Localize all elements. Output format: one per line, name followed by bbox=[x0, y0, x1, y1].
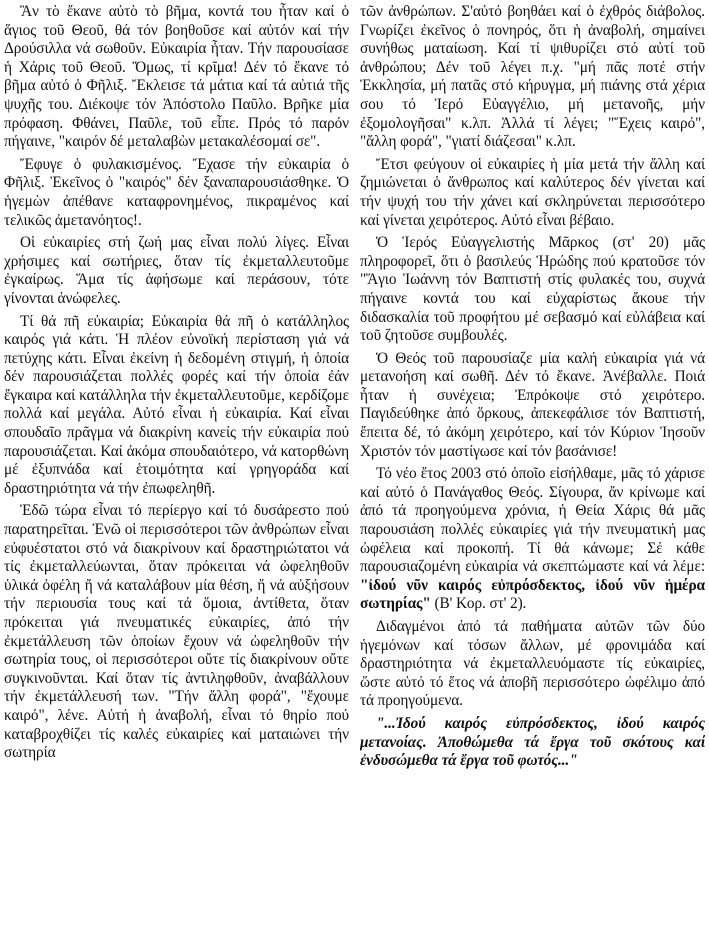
paragraph-felix-lost: Ἔφυγε ὁ φυλακισμένος. Ἔχασε τήν εὐκαιρία ὁ Φῆλιξ. Ἐκεῖνος ὁ "καιρός" δέν ξαναπαρουσιάσθηκε. Ὁ ἡγεμὼν ἀπέθανε καταφρονημένος, πικραμένος καί τελικῶς ἀμετανόητος!. bbox=[4, 155, 349, 229]
paragraph-herod-postponed: Ὁ Θεός τοῦ παρουσίαζε μία καλή εὐκαιρία γιά νά μετανοήση καί σωθῆ. Δέν τό ἔκανε. Ἀνέβαλλε. Ποιά ἦταν ἡ συνέχεια; Ἐπρόκοψε στό χειρότερο. Παγιδεύθηκε ἀπό ὅρκους, ἀπεκεφάλισε τόν Βαπτιστή, ἔπειτα δέ, τό ἀκόμη χειρότερο, καί τόν Κύριον Ἰησοῦν Χριστόν τόν μαστίγωσε καί τόν βασάνισε! bbox=[360, 349, 705, 460]
paragraph-felix-opportunity: Ἂν τὸ ἔκανε αὐτὸ τὸ βῆμα, κοντά του ἦταν καί ὁ ἅγιος τοῦ Θεοῦ, θά τόν βοηθοῦσε καί αὐτόν καί τήν Δρούσιλλα νά σωθοῦν. Εὐκαιρία ἦταν. Τήν παρουσίασε ἡ Χάρις τοῦ Θεοῦ. Ὅμως, τί κρῖμα! Δέν τό ἔκανε τό βῆμα αὐτό ὁ Φῆλιξ. Ἔκλεισε τά μάτια καί τά αὐτιά τῆς ψυχῆς του. Διέκοψε τόν Ἀπόστολο Παῦλο. Βρῆκε μία πρόφαση. Φθάνει, Παῦλε, τοῦ εἶπε. Πρός τό παρόν πήγαινε, "καιρόν δέ μεταλαβὼν μετακαλέσομαί σε". bbox=[4, 3, 349, 151]
paragraph-lesson: Διδαγμένοι ἀπό τά παθήματα αὐτῶν τῶν δύο ἡγεμόνων καί τόσων ἄλλων, μέ φρονιμάδα καί δραστηριότητα νά ἐκμεταλλευόμαστε τίς εὐκαιρίες, ὥστε αὐτό τό ἔτος νά ἀποβῆ περισσότερο ὠφέλιμο ἀπό τά προηγούμενα. bbox=[360, 618, 705, 710]
left-column bbox=[4, 3, 349, 937]
right-column bbox=[360, 3, 705, 937]
paragraph-few-opportunities: Οἱ εὐκαιρίες στή ζωή μας εἶναι πολύ λίγες. Εἶναι χρήσιμες καί σωτήριες, ὅταν τίς ἐκμεταλλευτοῦμε ἐγκαίρως. Ἅμα τίς ἀφήσωμε καί περάσουν, τότε γίνονται ἀνώφελες. bbox=[4, 234, 349, 307]
paragraph-new-year bbox=[360, 465, 705, 614]
paragraph-postponement: Ἐδῶ τώρα εἶναι τό περίεργο καί τό δυσάρεστο πού παρατηρεῖται. Ἐνῶ οἱ περισσότεροι τῶν ἀνθρώπων εἶναι εὐφυέστατοι στό νά διακρίνουν καί δραστηριώτατοι νά τίς ἐκμεταλλεύωνται, ὅταν πρόκειται νά ὠφεληθοῦν ὑλικά ὀφέλη ἤ νά καταλάβουν μία θέση, ἤ νά αὐξήσουν τήν περιουσία τους καί τά ὅμοια, ἀντίθετα, ὅταν πρόκειται γιά πνευματικές εὐκαιρίες, ἀπό τήν ἐκμετάλλευση τῶν ὁποίων ἔχουν νά ὠφεληθοῦν τήν σωτηρία τους, οἱ περισσότεροι οὔτε τίς διακρίνουν οὔτε συγκινοῦνται. Καί ὅταν τίς ἀντιληφθοῦν, ἀναβάλλουν τήν ἐκμετάλλευσή των. "Τήν ἄλλη φορά", "ἔχουμε καιρό", λένε. Αὐτή ἡ ἀναβολή, εἶναι τό θηρίο πού καταβροχθίζει τίς καλές εὐκαιρίες καί ματαιώνει τήν σωτηρία bbox=[4, 502, 349, 762]
scripture-reference: (Β' Κορ. στ' 2). bbox=[430, 595, 527, 613]
new-year-text: Τό νέο ἔτος 2003 στό ὁποῖο εἰσήλθαμε, μᾶς τό χάρισε καί αὐτό ὁ Πανάγαθος Θεός. Σίγουρα, ἄν κρίνωμε καί ἀπό τά προηγούμενα χρόνια, ἡ Θεία Χάρις θά μᾶς παρουσιάση πολλές εὐκαιρίες γιά τήν πνευματική μας ὠφέλεια καί προκοπή. Τί θά κάνωμε; Σέ κάθε παρουσιαζομένη εὐκαιρία νά σκεπτώμαστε καί νά λέμε: bbox=[360, 465, 705, 576]
paragraph-devil-whispers: τῶν ἀνθρώπων. Σ'αὐτό βοηθάει καί ὁ ἐχθρός διάβολος. Γνωρίζει ἐκεῖνος ὁ πονηρός, ὅτι ἡ ἀναβολή, σημαίνει συνήθως ματαίωση. Καί τί ψιθυρίζει στό αὐτί τοῦ ἀνθρώπου; Δέν τοῦ λέγει π.χ. "μή πᾶς ποτέ στήν Ἐκκλησία, μή πατᾶς στό κήρυγμα, μή πιάνης στά χέρια σου τό Ἱερό Εὐαγγέλιο, μή μετανοῆς, μήν ἐξομολογῆσαι" κ.λπ. Ἀλλά τί λέγει; "Ἔχεις καιρό", "ἄλλη φορά", "γιατί διάζεσαι" κ.λπ. bbox=[360, 3, 705, 151]
scripture-quote: "ἰδού νῦν καιρός εὐπρόσδεκτος, ἰδού νῦν ἡμέρα σωτηρίας" bbox=[360, 576, 705, 613]
paragraph-definition: Τί θά πῆ εὐκαιρία; Εὐκαιρία θά πῆ ὁ κατάλληλος καιρός γιά κάτι. Ἡ πλέον εὐνοϊκή περίσταση γιά νά πετύχης κάτι. Εἶναι ἐκείνη ἡ δεδομένη στιγμή, ἡ ὁποία δέν παρουσιάζεται πολλές φορές καί τήν ὁποία ἐάν ἔγκαιρα καί κατάλληλα τήν ἐκμεταλλευτοῦμε, κερδίζομε πολλά καί μεγάλα. Αὐτό εἶναι ἡ εὐκαιρία. Καί εἶναι σπουδαῖο πρᾶγμα νά διακρίνη κανείς τήν εὐκαιρία πού παρουσιάζεται. Καί ἀκόμα σπουδαιότερο, νά κατορθώνη μέ ἐξυπνάδα καί ἑτοιμότητα καί γρηγοράδα καί δραστηριότητα νά τήν ἐπωφεληθῆ. bbox=[4, 312, 349, 497]
closing-quote: "...Ἰδού καιρός εὐπρόσδεκτος, ἰδού καιρός μετανοίας. Ἀποθώμεθα τά ἔργα τοῦ σκότους καί ἐνδυσώμεθα τά ἔργα τοῦ φωτός..." bbox=[360, 714, 705, 770]
paragraph-opportunities-pass: Ἔτσι φεύγουν οἱ εὐκαιρίες ἡ μία μετά τήν ἄλλη καί ζημιώνεται ὁ ἄνθρωπος καί καλύτερος δέν γίνεται καί τήν ψυχή του τήν χάνει καί σκληρύνεται περισσότερο καί γίνεται χειρότερος. Αὐτό εἶναι βέβαιο. bbox=[360, 155, 705, 229]
paragraph-herod: Ὁ Ἱερός Εὐαγγελιστής Μᾶρκος (στ' 20) μᾶς πληροφορεῖ, ὅτι ὁ βασιλεύς Ἡρώδης πού κρατοῦσε τόν "Ἅγιο Ἰωάννη τόν Βαπτιστή στίς φυλακές του, συχνά πήγαινε κοντά του καί εὐχαρίστως ἄκουε τήν διδασκαλία τοῦ προφήτου μέ σεβασμό καί εὐλάβεια καί τοῦ ζητοῦσε συμβουλές. bbox=[360, 234, 705, 345]
